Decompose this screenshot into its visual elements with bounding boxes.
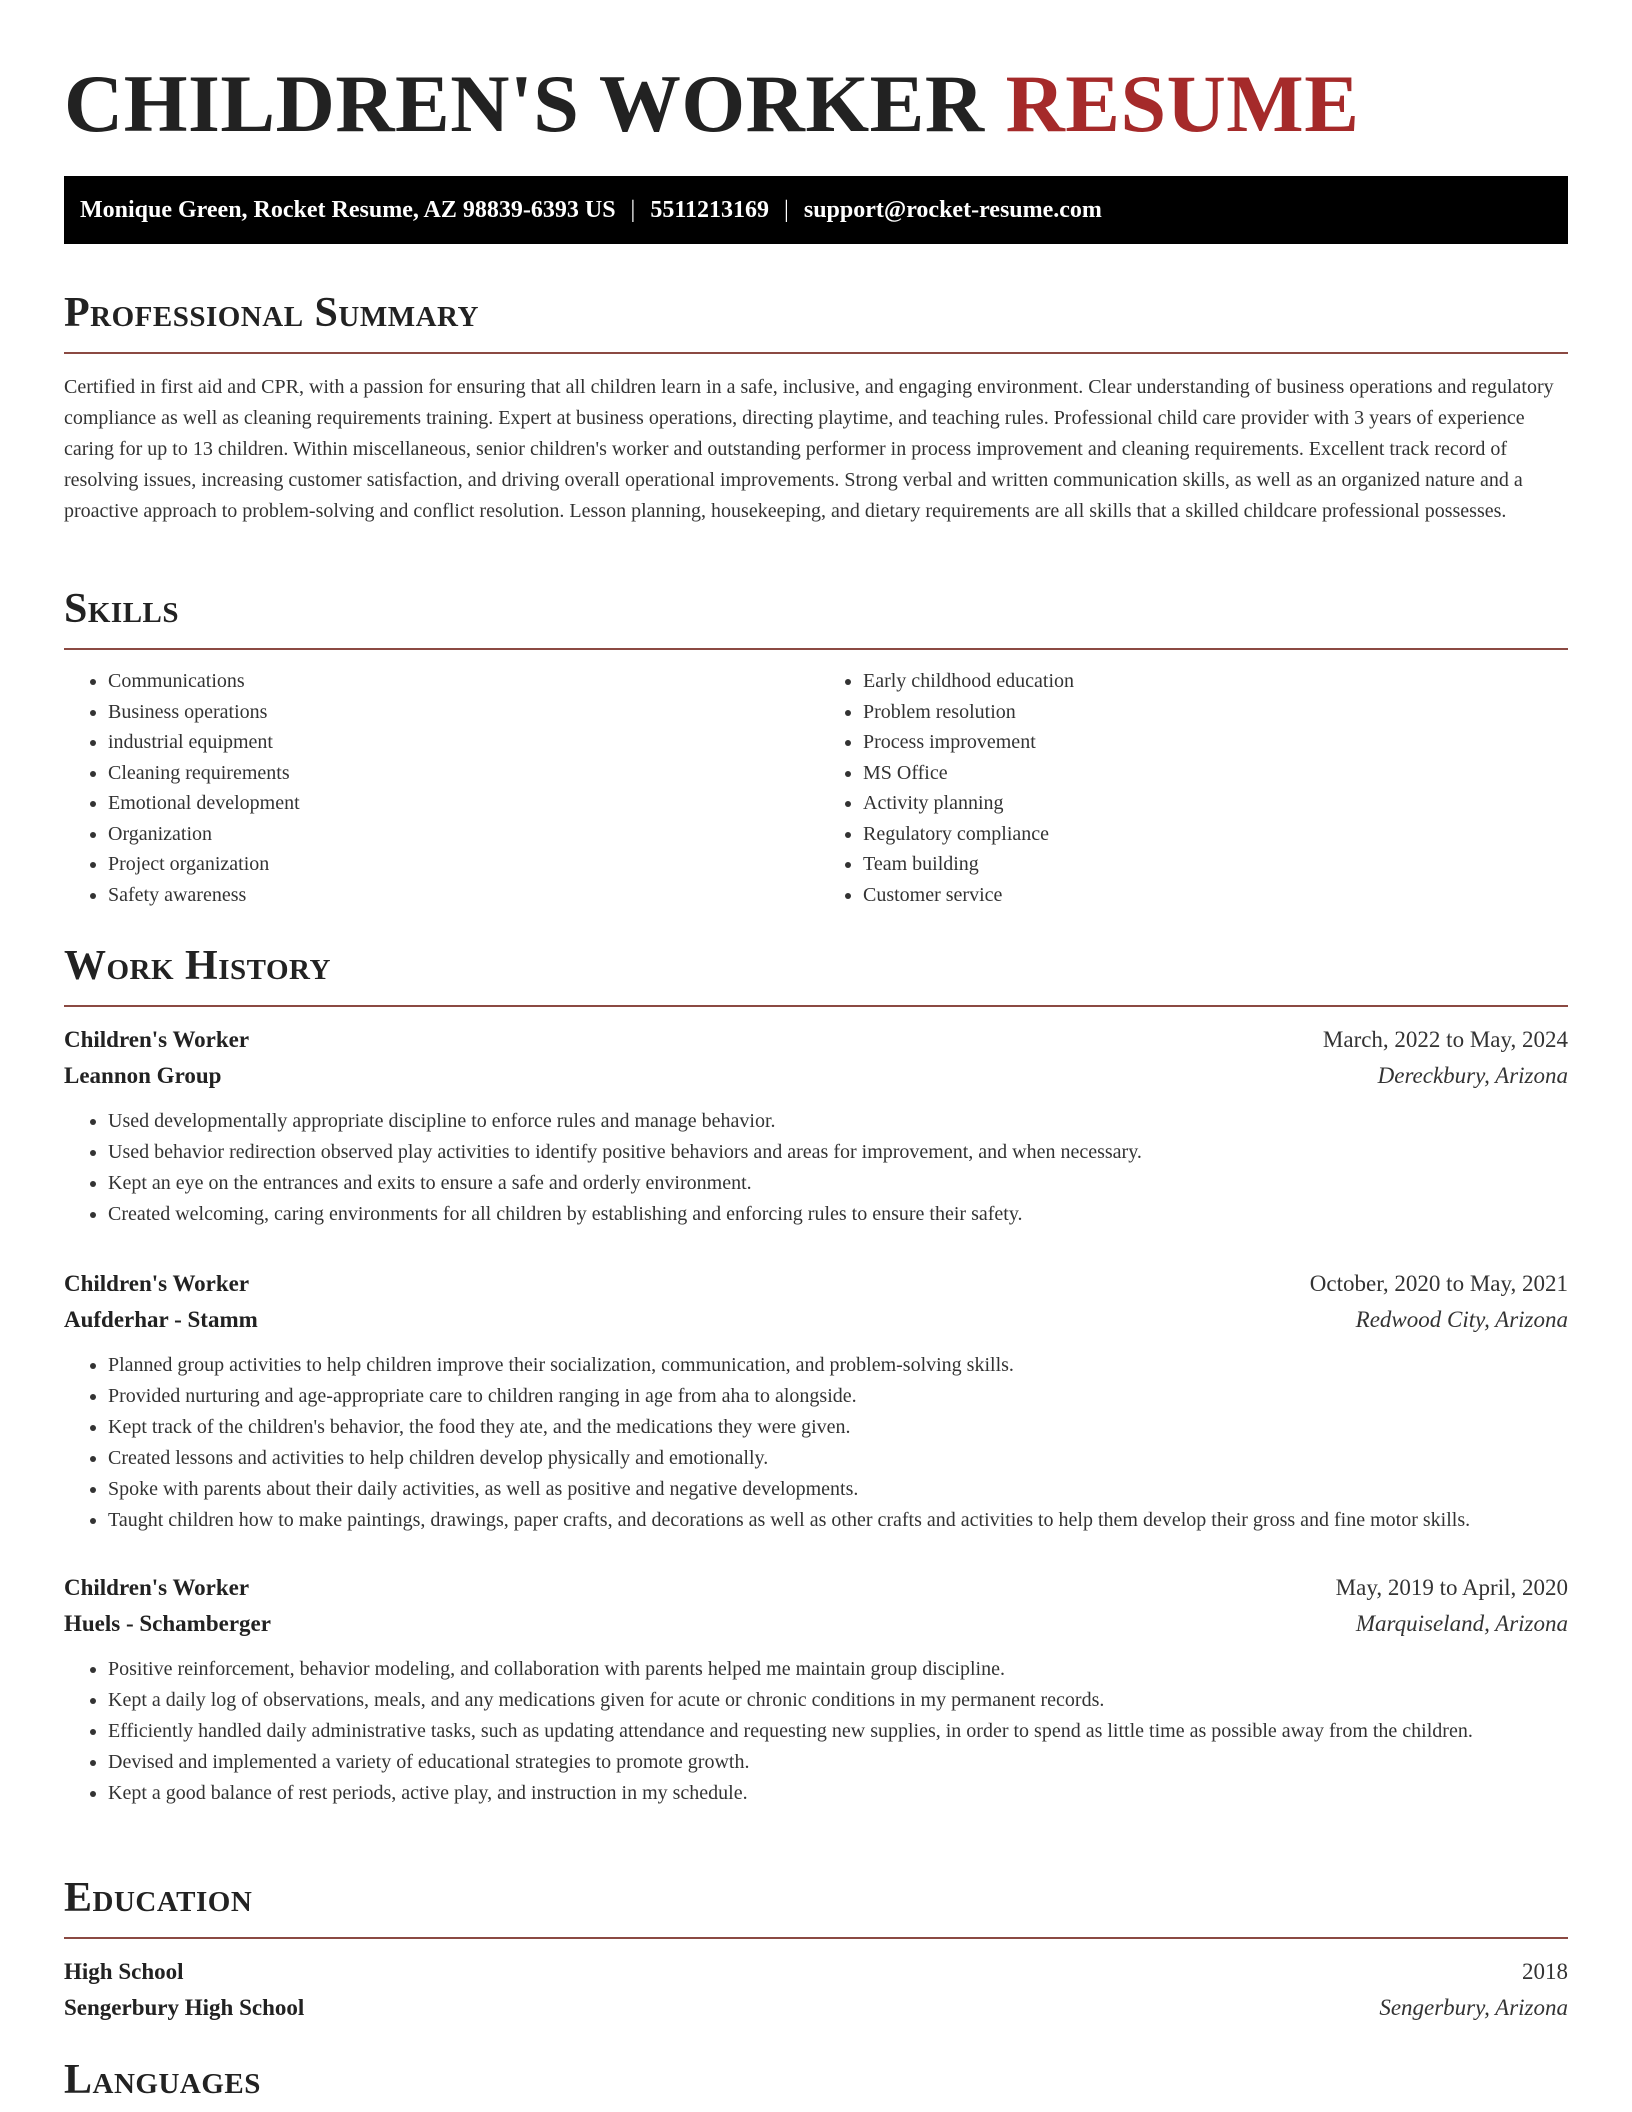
job-location: Dereckbury, Arizona xyxy=(1377,1063,1568,1088)
section-heading-summary: Professional Summary xyxy=(64,290,479,336)
job-company-row xyxy=(64,1058,1568,1094)
job-title: Children's Worker xyxy=(64,1271,250,1296)
summary-section xyxy=(64,288,1568,527)
skill-item: • MS Office xyxy=(863,758,1568,789)
duty-item: • Used developmentally appropriate discipline to enforce rules and manage behavior. xyxy=(108,1106,1568,1137)
job-duties xyxy=(64,1350,1568,1536)
job-header-row xyxy=(64,1022,1568,1058)
duty-item: • Kept an eye on the entrances and exits to ensure a safe and orderly environment. xyxy=(108,1168,1568,1199)
duty-item: • Kept a daily log of observations, meals, and any medications given for acute or chronic conditions in my permanent records. xyxy=(108,1685,1568,1716)
duty-item: • Planned group activities to help children improve their socialization, communication, and problem-solving skills. xyxy=(108,1350,1568,1381)
duty-item: • Efficiently handled daily administrative tasks, such as updating attendance and requesting new supplies, in order to spend as little time as possible away from the children. xyxy=(108,1716,1568,1747)
job-company: Huels - Schamberger xyxy=(64,1611,271,1636)
job-entry xyxy=(64,1570,1568,1809)
section-heading-education: Education xyxy=(64,1875,253,1921)
job-location: Marquiseland, Arizona xyxy=(1355,1611,1568,1636)
job-entry xyxy=(64,1022,1568,1230)
skills-section xyxy=(64,584,1568,910)
education-degree: High School xyxy=(64,1959,184,1984)
duty-item: • Provided nurturing and age-appropriate care to children ranging in age from aha to alongside. xyxy=(108,1381,1568,1412)
job-dates: March, 2022 to May, 2024 xyxy=(1322,1027,1568,1052)
job-header-row xyxy=(64,1266,1568,1302)
education-school-row xyxy=(64,1990,1568,2026)
job-company-row xyxy=(64,1606,1568,1642)
duty-item: • Created welcoming, caring environments for all children by establishing and enforcing rules to ensure their safety. xyxy=(108,1199,1568,1230)
skill-item: • Communications xyxy=(108,666,816,697)
skill-item: • Business operations xyxy=(108,697,816,728)
education-location: Sengerbury, Arizona xyxy=(1379,1995,1568,2020)
languages-section xyxy=(64,2055,1568,2105)
title-accent: RESUME xyxy=(1005,58,1360,149)
section-divider xyxy=(64,1005,1568,1007)
section-divider xyxy=(64,1937,1568,1939)
job-company-row xyxy=(64,1302,1568,1338)
contact-separator: | xyxy=(784,196,789,223)
contact-address: Monique Green, Rocket Resume, AZ 98839-6393 US xyxy=(80,196,616,223)
skill-item: • Emotional development xyxy=(108,788,816,819)
job-company: Aufderhar - Stamm xyxy=(64,1307,258,1332)
duty-item: • Devised and implemented a variety of educational strategies to promote growth. xyxy=(108,1747,1568,1778)
contact-separator: | xyxy=(630,196,636,223)
section-divider xyxy=(64,352,1568,354)
skill-item: • Safety awareness xyxy=(108,880,816,911)
job-duties xyxy=(64,1106,1568,1230)
job-location: Redwood City, Arizona xyxy=(1355,1307,1568,1332)
skill-item: • Process improvement xyxy=(863,727,1568,758)
contact-email: support@rocket-resume.com xyxy=(803,196,1102,223)
duty-item: • Kept a good balance of rest periods, active play, and instruction in my schedule. xyxy=(108,1778,1568,1809)
duty-item: • Used behavior redirection observed play activities to identify positive behaviors and areas for improvement, and when necessary. xyxy=(108,1137,1568,1168)
job-duties xyxy=(64,1654,1568,1809)
job-entry xyxy=(64,1266,1568,1536)
resume-title xyxy=(64,0,1568,150)
skills-list-right xyxy=(816,666,1568,910)
skill-item: • Problem resolution xyxy=(863,697,1568,728)
education-year: 2018 xyxy=(1522,1959,1568,1984)
job-dates: May, 2019 to April, 2020 xyxy=(1335,1575,1568,1600)
duty-item: • Kept track of the children's behavior, the food they ate, and the medications they were given. xyxy=(108,1412,1568,1443)
education-school: Sengerbury High School xyxy=(64,1995,305,2020)
skill-item: • Project organization xyxy=(108,849,816,880)
skills-list-left xyxy=(64,666,816,910)
title-main: CHILDREN'S WORKER xyxy=(64,58,1006,149)
skill-item: • Cleaning requirements xyxy=(108,758,816,789)
skill-item: • Team building xyxy=(863,849,1568,880)
skill-item: • industrial equipment xyxy=(108,727,816,758)
duty-item: • Created lessons and activities to help children develop physically and emotionally. xyxy=(108,1443,1568,1474)
section-heading-languages: Languages xyxy=(64,2057,261,2103)
duty-item: • Taught children how to make paintings, drawings, paper crafts, and decorations as well as other crafts and activities to help them develop their gross and fine motor skills. xyxy=(108,1505,1568,1536)
skill-item: • Organization xyxy=(108,819,816,850)
section-heading-skills: Skills xyxy=(64,586,180,632)
duty-item: • Spoke with parents about their daily activities, as well as positive and negative developments. xyxy=(108,1474,1568,1505)
job-header-row xyxy=(64,1570,1568,1606)
summary-text: Certified in first aid and CPR, with a passion for ensuring that all children learn in a safe, inclusive, and engaging environment. Clear understanding of business operations and regulatory compliance as well as cleaning requirements training. Expert at business operations, directing playtime, and teaching rules. Professional child care provider with 3 years of experience caring for up to 13 children. Within miscellaneous, senior children's worker and outstanding performer in process improvement and cleaning requirements. Excellent track record of resolving issues, increasing customer satisfaction, and driving overall operational improvements. Strong verbal and written communication skills, as well as an organized nature and a proactive approach to problem-solving and conflict resolution. Lesson planning, housekeeping, and dietary requirements are all skills that a skilled childcare professional possesses. xyxy=(64,376,1554,522)
job-dates: October, 2020 to May, 2021 xyxy=(1309,1271,1568,1296)
contact-phone: 5511213169 xyxy=(650,196,770,223)
job-title: Children's Worker xyxy=(64,1575,250,1600)
job-company: Leannon Group xyxy=(64,1063,222,1088)
skill-item: • Activity planning xyxy=(863,788,1568,819)
education-entry xyxy=(64,1954,1568,2026)
section-heading-work-history: Work History xyxy=(64,943,331,989)
contact-bar xyxy=(64,176,1568,244)
education-section xyxy=(64,1873,1568,1939)
section-divider xyxy=(64,648,1568,650)
education-header-row xyxy=(64,1954,1568,1990)
skills-columns xyxy=(64,666,1568,910)
skill-item: • Customer service xyxy=(863,880,1568,911)
duty-item: • Positive reinforcement, behavior modeling, and collaboration with parents helped me maintain group discipline. xyxy=(108,1654,1568,1685)
skill-item: • Regulatory compliance xyxy=(863,819,1568,850)
work-history-section xyxy=(64,941,1568,1007)
job-title: Children's Worker xyxy=(64,1027,250,1052)
skill-item: • Early childhood education xyxy=(863,666,1568,697)
